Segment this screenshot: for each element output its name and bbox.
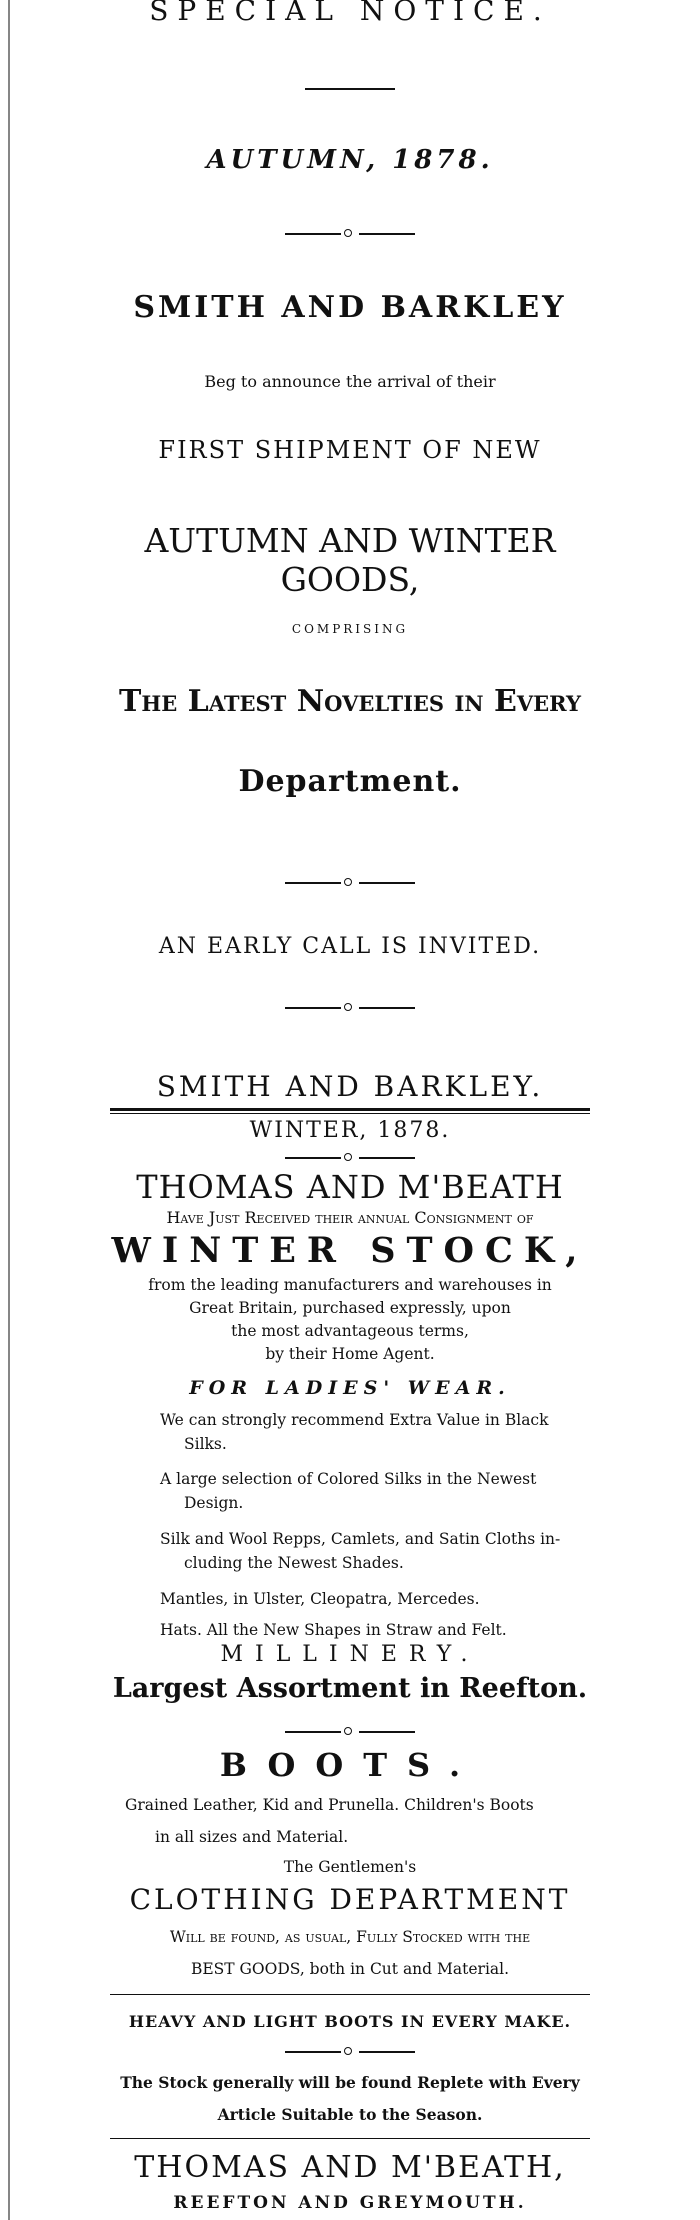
- special-notice-heading: SPECIAL NOTICE.: [149, 0, 551, 27]
- intro-line-4: the most advantageous terms,: [231, 1322, 469, 1340]
- signature-line: SMITH AND BARKLEY.: [156, 1070, 544, 1103]
- closing-place-line: REEFTON AND GREYMOUTH.: [173, 2193, 527, 2213]
- list-item: [160, 1618, 580, 1642]
- closing-firm-heading: THOMAS AND M'BEATH,: [134, 2150, 566, 2185]
- comprising-line: COMPRISING: [291, 622, 409, 636]
- clothing-heading: CLOTHING DEPARTMENT: [129, 1883, 571, 1916]
- list-item: [160, 1467, 580, 1515]
- ornament-divider: [285, 1726, 415, 1738]
- novelties-line-1: The Latest Novelties in Every: [119, 684, 581, 719]
- item-line: We can strongly recommend Extra Value in Black: [160, 1411, 549, 1429]
- winter-stock-heading: WINTER STOCK,: [111, 1230, 589, 1271]
- season-heading: AUTUMN, 1878.: [206, 145, 494, 175]
- announce-line: Beg to announce the arrival of their: [204, 372, 496, 391]
- ornament-divider: [285, 1152, 415, 1164]
- list-item: [160, 1408, 580, 1456]
- thin-rule: [110, 2138, 590, 2139]
- intro-line-2: from the leading manufacturers and warehouses in: [148, 1276, 552, 1294]
- list-item: [160, 1527, 580, 1575]
- divider-dash: [305, 88, 395, 90]
- replete-line-2: Article Suitable to the Season.: [217, 2105, 483, 2124]
- replete-line-1: The Stock generally will be found Replete with Every: [120, 2073, 580, 2092]
- item-continuation: Design.: [184, 1494, 244, 1512]
- item-line: A large selection of Colored Silks in the Newest: [160, 1470, 537, 1488]
- goods-line: AUTUMN AND WINTER GOODS,: [144, 521, 556, 599]
- item-line: Silk and Wool Repps, Camlets, and Satin Cloths in-: [160, 1530, 561, 1548]
- heavy-light-boots-line: HEAVY AND LIGHT BOOTS IN EVERY MAKE.: [128, 2012, 572, 2031]
- thomas-firm-heading: THOMAS AND M'BEATH: [136, 1168, 564, 1206]
- early-call-line: AN EARLY CALL IS INVITED.: [158, 934, 542, 959]
- section-double-rule: [110, 1108, 590, 1114]
- ornament-divider: [285, 1002, 415, 1014]
- item-line: Hats. All the New Shapes in Straw and Felt.: [160, 1621, 507, 1639]
- item-continuation: cluding the Newest Shades.: [184, 1554, 404, 1572]
- millinery-heading: MILLINERY.: [220, 1642, 480, 1667]
- largest-assortment-line: Largest Assortment in Reefton.: [112, 1673, 588, 1704]
- gents-line: The Gentlemen's: [283, 1858, 417, 1876]
- boots-heading: BOOTS.: [219, 1746, 481, 1784]
- boots-line-1: Grained Leather, Kid and Prunella. Children's Boots: [125, 1796, 534, 1814]
- clothing-line-2: BEST GOODS, both in Cut and Material.: [190, 1960, 510, 1978]
- ornament-divider: [285, 228, 415, 240]
- ladies-wear-heading: FOR LADIES' WEAR.: [189, 1377, 511, 1399]
- intro-line-5: by their Home Agent.: [265, 1345, 435, 1363]
- clothing-line-1: Will be found, as usual, Fully Stocked with the: [169, 1928, 531, 1946]
- firm-name-heading: SMITH AND BARKLEY: [133, 290, 567, 325]
- novelties-line-2: Department.: [238, 764, 462, 799]
- thin-rule: [110, 1994, 590, 1995]
- item-continuation: Silks.: [184, 1435, 227, 1453]
- shipment-line: FIRST SHIPMENT OF NEW: [158, 436, 542, 464]
- page-margin-rule: [8, 0, 10, 2220]
- ornament-divider: [285, 2046, 415, 2058]
- intro-line-1: Have Just Received their annual Consignment of: [166, 1208, 534, 1227]
- list-item: [160, 1587, 580, 1611]
- winter-title: WINTER, 1878.: [249, 1118, 451, 1143]
- intro-line-3: Great Britain, purchased expressly, upon: [189, 1299, 511, 1317]
- ornament-divider: [285, 877, 415, 889]
- item-line: Mantles, in Ulster, Cleopatra, Mercedes.: [160, 1590, 480, 1608]
- boots-line-2: in all sizes and Material.: [155, 1828, 349, 1846]
